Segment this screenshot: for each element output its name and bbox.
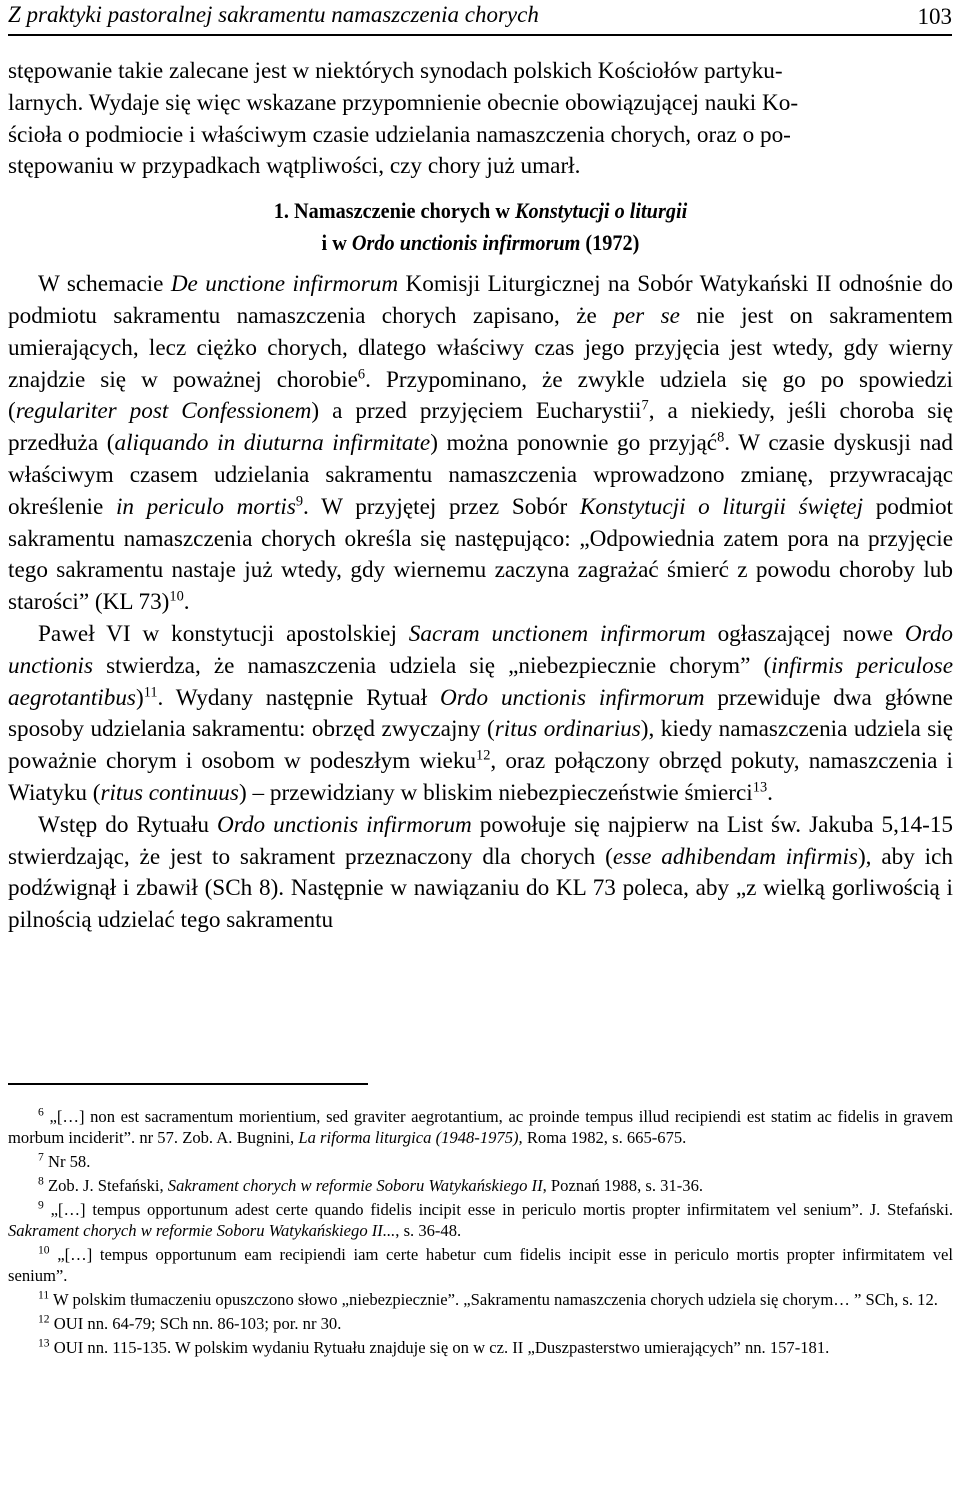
- section-heading-line-1: [55, 195, 906, 227]
- footnote-number: 6: [38, 1105, 44, 1119]
- paragraph-3: Wstęp do Rytuału Ordo unctionis infirmorum powołuje się najpierw na List św. Jakuba 5,14-15 stwierdzając, że jest to sakrament przeznaczony dla chorych (esse adhibendam infirmis), aby ich podźwignął i zbawił (SCh 8). Następnie w nawiązaniu do KL 73 poleca, aby „z wielką gorliwością i pilnością udzielać tego sakramentu: [8, 811, 953, 934]
- intro-paragraph: [8, 56, 953, 183]
- heading-text: i w: [321, 230, 352, 256]
- running-title: Z praktyki pastoralnej sakramentu namaszczenia chorych: [8, 2, 539, 27]
- running-header: [8, 0, 952, 34]
- footnote-7: $^7$ Nr 58.: [38, 1150, 91, 1171]
- footnote-10: $^{10}$ „[…] tempus opportunum eam recipiendi iam certe habetur cum fidelis incipit esse in periculo mortis propter infirmitatem vel senium”.: [8, 1243, 953, 1285]
- footnote-11: $^{11}$ W polskim tłumaczeniu opuszczono słowo „niebezpiecznie”. „Sakramentu namaszczenia chorych udziela się chorym… ” SCh, s. 12.: [38, 1288, 938, 1309]
- heading-text: 1. Namaszczenie chorych w: [273, 198, 516, 224]
- footnote-13: $^{13}$ OUI nn. 115-135. W polskim wydaniu Rytuału znajduje się on w cz. II „Duszpasterstwo umierających” nn. 157-181.: [38, 1336, 830, 1357]
- page-number: 103: [917, 4, 952, 29]
- header-rule: [8, 34, 952, 36]
- footnotes: [8, 1106, 953, 1361]
- paragraph-1: W schemacie De unctione infirmorum Komisji Liturgicznej na Sobór Watykański II odnośnie do podmiotu sakramentu namaszczenia chorych zapisano, że per se nie jest on sakramentem umierających, lecz ciężko chorych, dlatego właściwy czas jego przyjęcia jest wtedy, gdy wierny znajdzie się w poważnej chorobie$^6$. Przypominano, że zwykle udziela się go po spowiedzi (regulariter post Confessionem) a przed przyjęciem Eucharystii$^7$, a niekiedy, jeśli choroba się przedłuża (aliquando in diuturna infirmitate) można ponownie go przyjąć$^8$. W czasie dyskusji nad właściwym czasem udzielania sakramentu namaszczenia wprowadzono zmianę, przywracając określenie in periculo mortis$^9$. W przyjętej przez Sobór Konstytucji o liturgii świętej podmiot sakramentu namaszczenia chorych określa się następująco: „Odpowiednia zatem pora na przyjęcie tego sakramentu nastaje już wtedy, gdy wiernemu zaczyna zagrażać śmierć z powodu choroby lub starości” (KL 73)$^{10}$.: [8, 271, 953, 616]
- footnote-ref-10[interactable]: 10: [169, 588, 184, 605]
- footnote-ref-11[interactable]: 11: [143, 683, 158, 700]
- footnote-ref-8[interactable]: 8: [717, 429, 725, 446]
- footnote-number: 7: [38, 1150, 44, 1164]
- heading-italic: Konstytucji o liturgii: [515, 198, 688, 224]
- footnote-6: $^6$ „[…] non est sacramentum morientium, sed graviter aegrotantium, ac proinde tempus illud recipiendi est statim ac fidelis in gravem morbum inciderit”. nr 57. Zob. A. Bugnini, La riforma liturgica (1948-1975), Roma 1982, s. 665-675.: [8, 1105, 953, 1147]
- section-heading: [55, 195, 906, 259]
- footnote-ref-13[interactable]: 13: [752, 779, 768, 796]
- intro-rest: larnych. Wydaje się więc wskazane przypomnienie obecnie obowiązującej nauki Ko- ścioła o podmiocie i właściwym czasie udzielania namaszczenia chorych, oraz o po- stępowaniu w przypadkach wątpliwości, czy chory już umarł.: [8, 89, 799, 180]
- heading-text: (1972): [580, 230, 640, 256]
- footnote-8: $^8$ Zob. J. Stefański, Sakrament chorych w reformie Soboru Watykańskiego II, Poznań 1988, s. 31-36.: [38, 1174, 704, 1195]
- footnote-number: 13: [38, 1336, 50, 1350]
- heading-italic: Ordo unctionis infirmorum: [351, 230, 581, 256]
- body-text: [8, 56, 953, 937]
- footnote-number: 12: [38, 1312, 50, 1326]
- footnote-ref-7[interactable]: 7: [641, 397, 649, 414]
- footnote-number: 10: [38, 1243, 50, 1257]
- footnote-separator: [8, 1083, 368, 1085]
- footnote-12: $^{12}$ OUI nn. 64-79; SCh nn. 86-103; por. nr 30.: [38, 1312, 342, 1333]
- footnote-ref-9[interactable]: 9: [295, 493, 304, 510]
- footnote-ref-6[interactable]: 6: [357, 365, 366, 382]
- footnote-number: 9: [38, 1198, 44, 1212]
- section-heading-line-2: [55, 227, 906, 259]
- footnote-9: $^9$ „[…] tempus opportunum adest certe quando fidelis incipit esse in periculo mortis propter infirmitatem vel senium”. J. Stefański. Sakrament chorych w reformie Soboru Watykańskiego II..., s. 36-48.: [8, 1198, 953, 1240]
- intro-line: stępowanie takie zalecane jest w niektórych synodach polskich Kościołów partyku-: [8, 58, 783, 84]
- footnote-number: 8: [38, 1174, 44, 1188]
- paragraph-2: Paweł VI w konstytucji apostolskiej Sacram unctionem infirmorum ogłaszającej nowe Ordo unctionis stwierdza, że namaszczenia udziela się „niebezpiecznie chorym” (infirmis periculose aegrotantibus)$^{11}$. Wydany następnie Rytuał Ordo unctionis infirmorum przewiduje dwa główne sposoby udzielania sakramentu: obrzęd zwyczajny (ritus ordinarius), kiedy namaszczenia udziela się poważnie chorym i osobom w podeszłym wieku$^{12}$, oraz połączony obrzęd pokuty, namaszczenia i Wiatyku (ritus continuus) – przewidziany w bliskim niebezpieczeństwie śmierci$^{13}$.: [8, 620, 954, 806]
- footnote-ref-12[interactable]: 12: [476, 747, 491, 764]
- footnote-number: 11: [38, 1288, 50, 1302]
